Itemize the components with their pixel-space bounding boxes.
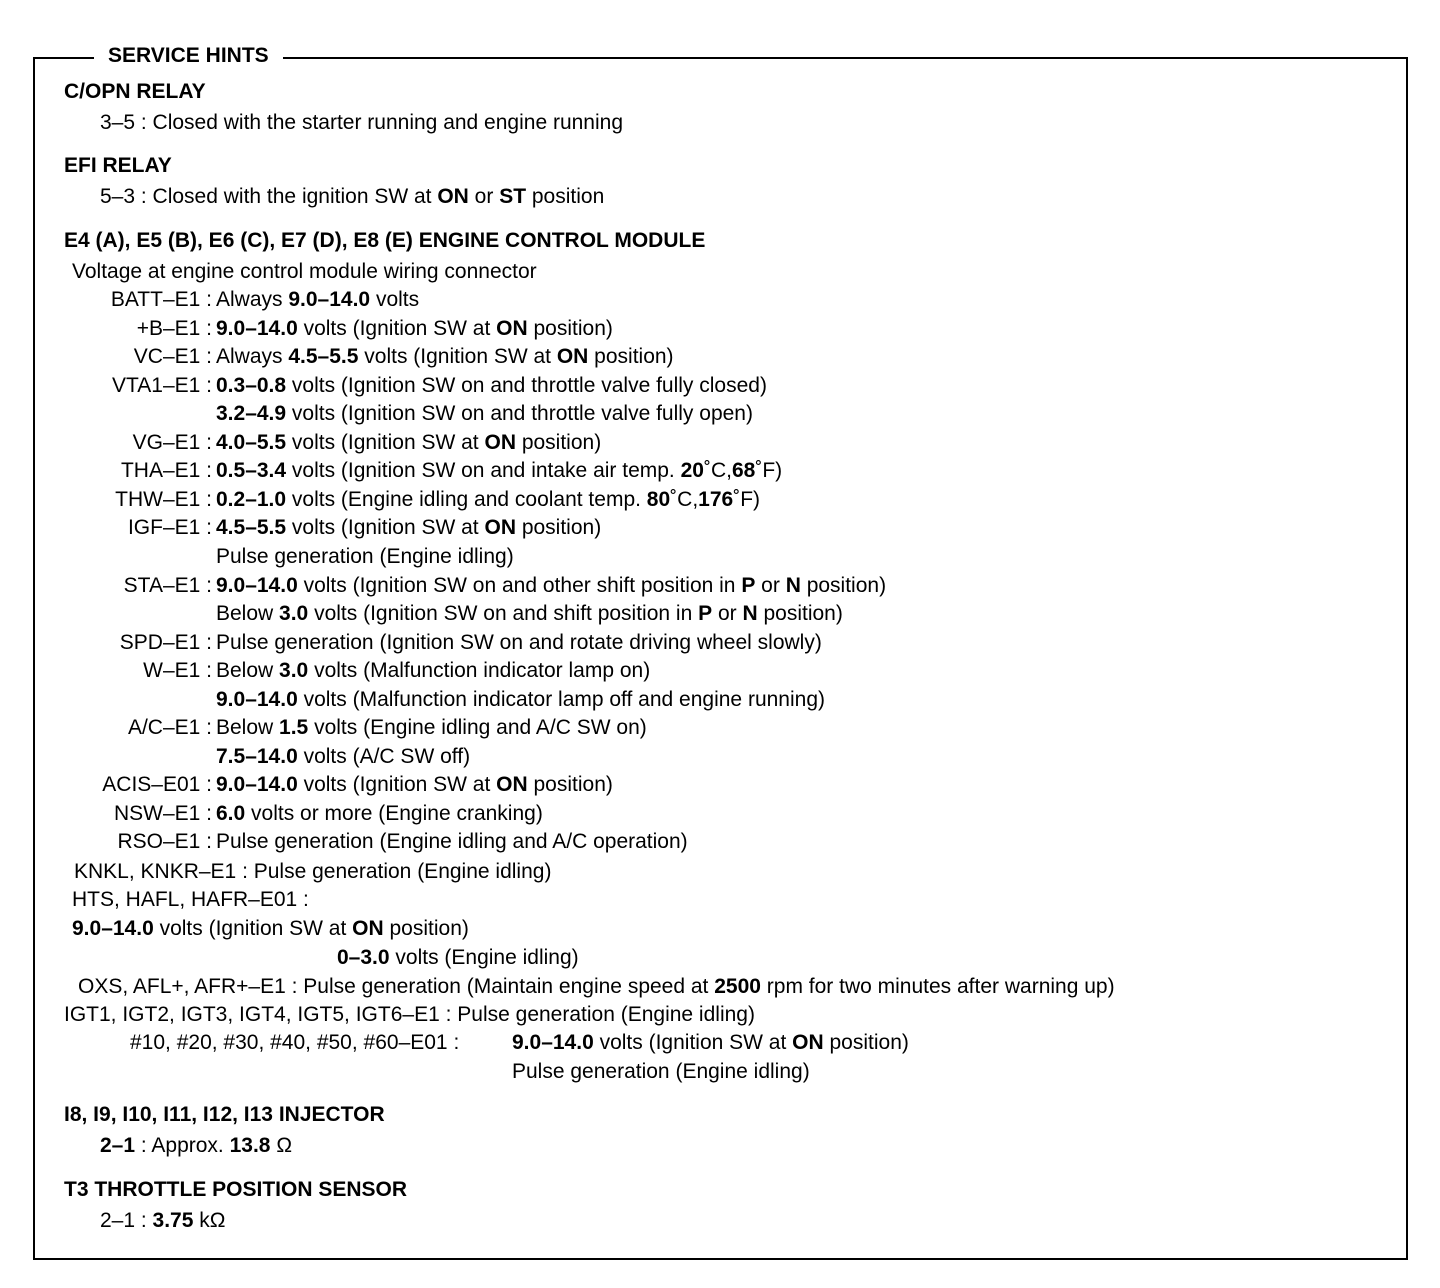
ecm-terminal-key: W–E1 : bbox=[143, 659, 212, 682]
ecm-terminal-value: 0.2–1.0 volts (Engine idling and coolant temp. 80˚C,176˚F) bbox=[216, 488, 761, 511]
ecm-terminal-value: 7.5–14.0 volts (A/C SW off) bbox=[216, 745, 471, 768]
ecm-terminal-value: 9.0–14.0 volts (Ignition SW on and other shift position in P or N position) bbox=[216, 574, 887, 597]
section-legend: SERVICE HINTS bbox=[94, 42, 283, 70]
ecm-intro: Voltage at engine control module wiring connector bbox=[72, 260, 537, 283]
ecm-terminal-key: +B–E1 : bbox=[136, 317, 212, 340]
ecm-terminal-value: 9.0–14.0 volts (Ignition SW at ON position) bbox=[216, 773, 613, 796]
ecm-terminal-value: Always 4.5–5.5 volts (Ignition SW at ON position) bbox=[216, 345, 674, 368]
ecm-terminal-value: 0.5–3.4 volts (Ignition SW on and intake air temp. 20˚C,68˚F) bbox=[216, 459, 783, 482]
ecm-terminal-key: IGF–E1 : bbox=[127, 516, 212, 539]
injector-terminal-key: #10, #20, #30, #40, #50, #60–E01 : bbox=[130, 1031, 460, 1054]
injector-terminal-line-1: 9.0–14.0 volts (Ignition SW at ON position) bbox=[512, 1031, 909, 1054]
ecm-terminal-value: Below 3.0 volts (Ignition SW on and shift position in P or N position) bbox=[216, 602, 843, 625]
ecm-terminal-key: NSW–E1 : bbox=[113, 802, 212, 825]
ecm-terminal-key: STA–E1 : bbox=[123, 574, 212, 597]
hts-line-2: 0–3.0 volts (Engine idling) bbox=[337, 946, 579, 969]
ecm-terminal-value: Below 3.0 volts (Malfunction indicator lamp on) bbox=[216, 659, 651, 682]
ecm-terminal-value: Pulse generation (Ignition SW on and rotate driving wheel slowly) bbox=[216, 631, 822, 654]
ecm-terminal-value: 4.0–5.5 volts (Ignition SW at ON position) bbox=[216, 431, 602, 454]
ecm-terminal-value: Below 1.5 volts (Engine idling and A/C SW on) bbox=[216, 716, 647, 739]
injector-line: 2–1 : Approx. 13.8 Ω bbox=[100, 1134, 293, 1157]
tps-heading: T3 THROTTLE POSITION SENSOR bbox=[64, 1178, 408, 1201]
ecm-heading: E4 (A), E5 (B), E6 (C), E7 (D), E8 (E) ENGINE CONTROL MODULE bbox=[64, 229, 706, 252]
ecm-terminal-value: Pulse generation (Engine idling and A/C operation) bbox=[216, 830, 688, 853]
ecm-terminal-value: 4.5–5.5 volts (Ignition SW at ON position) bbox=[216, 516, 602, 539]
efi-relay-line: 5–3 : Closed with the ignition SW at ON or ST position bbox=[100, 185, 605, 208]
efi-relay-heading: EFI RELAY bbox=[64, 154, 172, 177]
injector-heading: I8, I9, I10, I11, I12, I13 INJECTOR bbox=[64, 1103, 385, 1126]
ecm-terminal-key: VC–E1 : bbox=[133, 345, 212, 368]
ecm-terminal-value: 9.0–14.0 volts (Malfunction indicator lamp off and engine running) bbox=[216, 688, 825, 711]
ecm-terminal-key: VTA1–E1 : bbox=[112, 374, 212, 397]
ecm-terminal-value: 6.0 volts or more (Engine cranking) bbox=[216, 802, 543, 825]
igt-line: IGT1, IGT2, IGT3, IGT4, IGT5, IGT6–E1 : Pulse generation (Engine idling) bbox=[64, 1003, 755, 1026]
copn-relay-line: 3–5 : Closed with the starter running and engine running bbox=[100, 111, 624, 134]
ecm-terminal-key: THA–E1 : bbox=[120, 459, 212, 482]
knk-line: KNKL, KNKR–E1 : Pulse generation (Engine idling) bbox=[74, 860, 552, 883]
ecm-terminal-key: ACIS–E01 : bbox=[102, 773, 212, 796]
oxs-line: OXS, AFL+, AFR+–E1 : Pulse generation (Maintain engine speed at 2500 rpm for two minutes after warning up) bbox=[78, 975, 1115, 998]
ecm-terminal-value: 9.0–14.0 volts (Ignition SW at ON position) bbox=[216, 317, 613, 340]
hts-key: HTS, HAFL, HAFR–E01 : bbox=[72, 888, 309, 911]
ecm-terminal-value: 3.2–4.9 volts (Ignition SW on and throttle valve fully open) bbox=[216, 402, 753, 425]
ecm-terminal-key: RSO–E1 : bbox=[117, 830, 212, 853]
ecm-terminal-value: Pulse generation (Engine idling) bbox=[216, 545, 514, 568]
hts-line-1: 9.0–14.0 volts (Ignition SW at ON position) bbox=[72, 917, 469, 940]
ecm-terminal-value: Always 9.0–14.0 volts bbox=[216, 288, 420, 311]
ecm-terminal-value: 0.3–0.8 volts (Ignition SW on and throttle valve fully closed) bbox=[216, 374, 767, 397]
injector-terminal-line-2: Pulse generation (Engine idling) bbox=[512, 1060, 810, 1083]
copn-relay-heading: C/OPN RELAY bbox=[64, 80, 206, 103]
tps-line: 2–1 : 3.75 kΩ bbox=[100, 1209, 226, 1232]
ecm-terminal-key: VG–E1 : bbox=[132, 431, 212, 454]
ecm-terminal-key: SPD–E1 : bbox=[119, 631, 212, 654]
ecm-terminal-key: THW–E1 : bbox=[115, 488, 212, 511]
ecm-terminal-key: BATT–E1 : bbox=[110, 288, 212, 311]
ecm-terminal-key: A/C–E1 : bbox=[127, 716, 212, 739]
